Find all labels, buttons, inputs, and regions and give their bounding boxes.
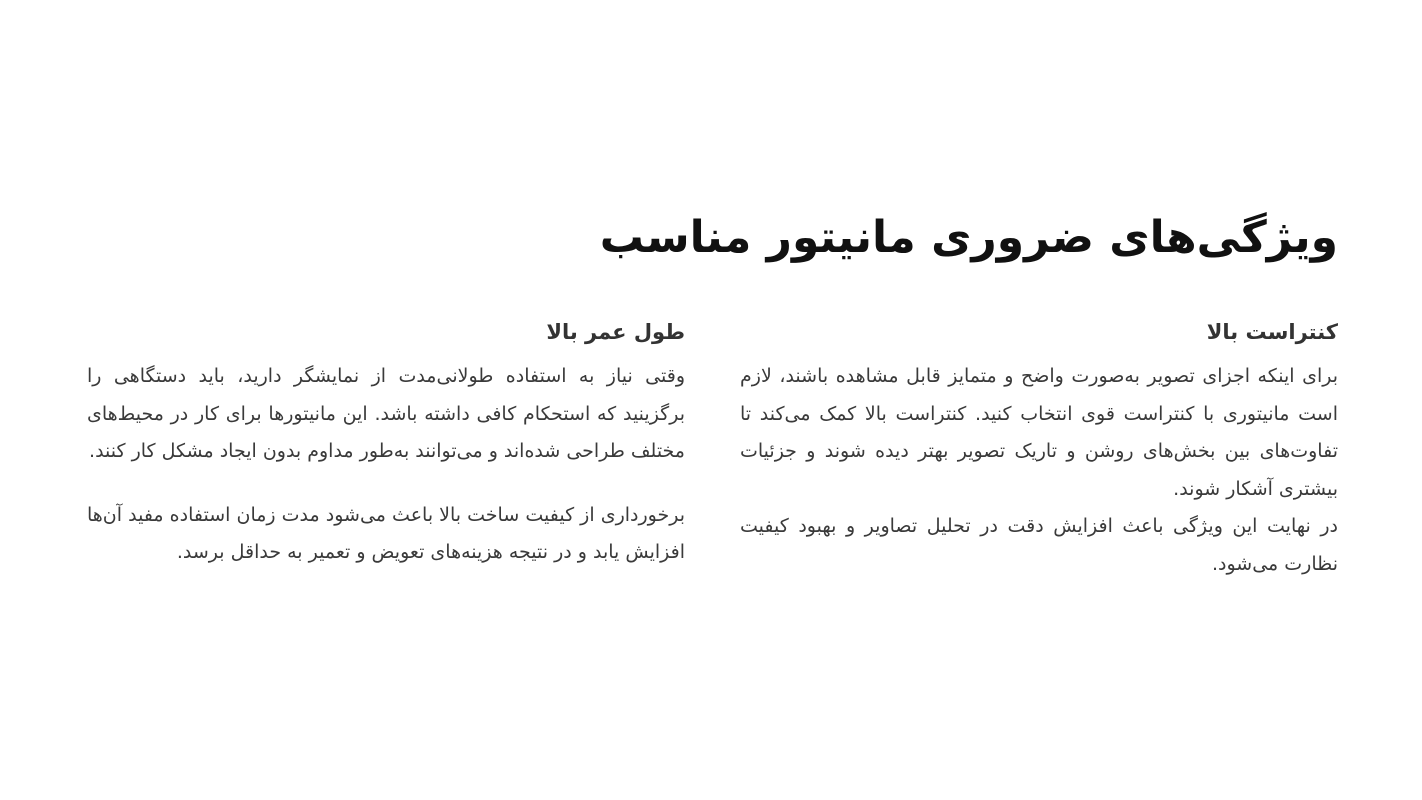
feature-heading: طول عمر بالا bbox=[546, 320, 685, 344]
feature-paragraph: وقتی نیاز به استفاده طولانی‌مدت از نمایشگر دارید، باید دستگاهی را برگزینید که استحکام کافی داشته باشد. این مانیتورها برای کار در محیط‌های مختلف طراحی شده‌اند و می‌توانند به‌طور مداوم بدون ایجاد مشکل کار کنند. bbox=[87, 365, 685, 462]
page-title: ویژگی‌های ضروری مانیتور مناسب bbox=[599, 212, 1338, 263]
feature-heading: کنتراست بالا bbox=[1206, 320, 1338, 344]
feature-paragraph: برخورداری از کیفیت ساخت بالا باعث می‌شود مدت زمان استفاده مفید آن‌ها افزایش یابد و در نتیجه هزینه‌های تعویض و تعمیر به حداقل برسد. bbox=[87, 503, 685, 563]
feature-paragraph: برای اینکه اجزای تصویر به‌صورت واضح و متمایز قابل مشاهده باشند، لازم است مانیتوری با کنتراست قوی انتخاب کنید. کنتراست بالا کمک می‌کند تا تفاوت‌های بین بخش‌های روشن و تاریک تصویر بهتر دیده شوند و جزئیات بیشتری آشکار شوند. bbox=[740, 365, 1338, 500]
feature-column-contrast bbox=[740, 316, 1338, 583]
feature-column-durability bbox=[87, 316, 685, 572]
feature-paragraph: در نهایت این ویژگی باعث افزایش دقت در تحلیل تصاویر و بهبود کیفیت نظارت می‌شود. bbox=[740, 515, 1338, 575]
